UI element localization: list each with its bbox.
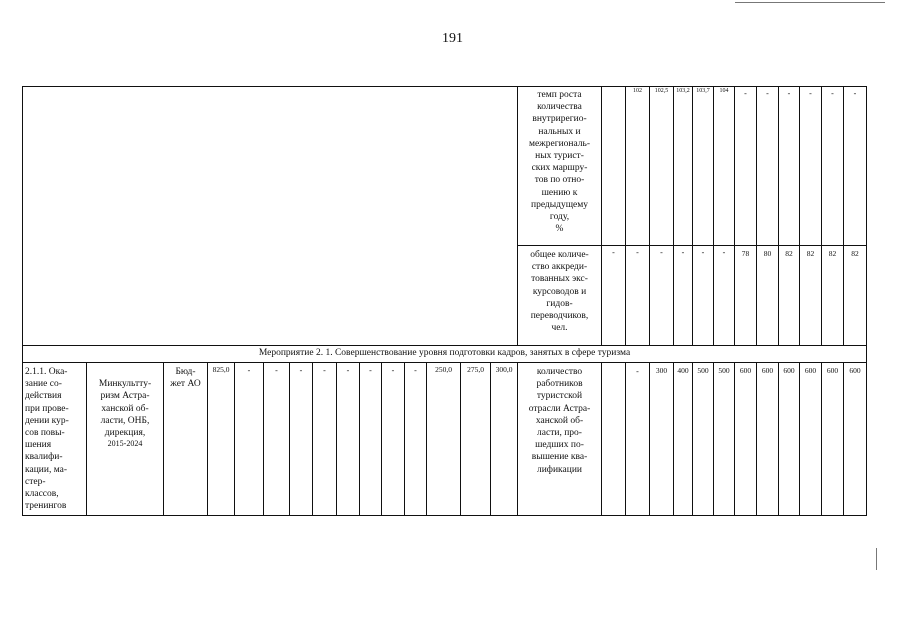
finance-cell: - (275, 366, 278, 375)
value-cell: - (722, 248, 726, 257)
column-divider (713, 86, 714, 345)
column-divider (692, 362, 693, 516)
column-divider (426, 362, 427, 516)
column-divider (381, 362, 382, 516)
indicator-guides-count: общее количе- ство аккреди- тованных экс- курсоводов и гидов- переводчиков, чел. (530, 250, 589, 334)
measure-title: Мероприятие 2. 1. Совершенствование уровня подготовки кадров, занятых в сфере туризма (258, 348, 631, 358)
column-divider (336, 362, 337, 516)
column-divider (778, 362, 779, 516)
value-cell: 82 (785, 249, 793, 258)
finance-cell: - (369, 366, 372, 375)
value-cell: - (681, 248, 685, 257)
indicator-growth-rate: темп роста количества внутрирегио- нальных и межрегиональ- ных турист- ских маршру- тов по отно- шению к предыдущему году, % (528, 90, 591, 235)
value-cell: - (612, 248, 615, 257)
column-divider (490, 362, 491, 516)
column-divider (404, 362, 405, 516)
column-divider (601, 362, 602, 516)
executor-text: Минкультту- ризм Астра- ханской об- ласти, ОНБ, дирекция, (98, 379, 152, 439)
value-cell: - (766, 89, 769, 98)
column-divider (692, 86, 693, 345)
value-cell: - (636, 367, 639, 376)
finance-cell: 825,0 (212, 365, 230, 374)
column-divider (312, 362, 313, 516)
value-cell: 400 (677, 366, 689, 375)
row-divider (22, 345, 867, 346)
column-divider (673, 362, 674, 516)
column-divider (359, 362, 360, 516)
page-number: 191 (442, 31, 463, 46)
value-cell: 600 (739, 366, 752, 375)
finance-cell: - (299, 366, 303, 375)
activity-period: 2015-2024 (107, 439, 143, 449)
column-divider (207, 362, 208, 516)
value-cell: 78 (741, 249, 750, 258)
finance-cell: - (346, 366, 350, 375)
value-cell: 82 (851, 249, 859, 258)
column-divider (843, 86, 844, 345)
column-divider (460, 362, 461, 516)
value-cell: - (831, 89, 834, 98)
finance-cell: - (414, 366, 417, 375)
value-cell: 500 (697, 366, 709, 375)
activity-name: 2.1.1. Ока- зание со- действия при прове- дении кур- сов повы- шения квалифи- кации, ма- стер- классов, тренингов (25, 367, 69, 512)
column-divider (601, 86, 602, 345)
value-cell: 80 (763, 249, 772, 258)
column-divider (734, 86, 735, 345)
column-divider (821, 86, 822, 345)
column-divider (234, 362, 235, 516)
column-divider (799, 362, 800, 516)
finance-cell: 300,0 (495, 365, 513, 374)
column-divider (821, 362, 822, 516)
value-cell: 103,7 (696, 88, 710, 94)
column-divider (649, 86, 650, 345)
column-divider (713, 362, 714, 516)
column-divider (673, 86, 674, 345)
value-cell: 82 (828, 249, 837, 258)
column-divider (734, 362, 735, 516)
value-cell: - (636, 248, 639, 257)
value-cell: 500 (718, 366, 730, 375)
scan-mark (876, 548, 877, 570)
column-divider (756, 86, 757, 345)
row-divider (22, 362, 867, 363)
value-cell: - (660, 248, 663, 257)
column-divider (649, 362, 650, 516)
column-divider (289, 362, 290, 516)
funding-source: Бюд- жет АО (170, 367, 201, 390)
value-cell: 102 (633, 88, 642, 94)
value-cell: 82 (806, 249, 815, 258)
activity-indicator: количество работников туристской отрасли Астра- ханской об- ласти, про- шедших по- вышение ква- лификации (528, 367, 591, 475)
column-divider (778, 86, 779, 345)
value-cell: 600 (849, 366, 861, 375)
value-cell: - (809, 89, 812, 98)
value-cell: 600 (826, 366, 839, 375)
value-cell: - (787, 89, 791, 98)
column-divider (625, 362, 626, 516)
column-divider (625, 86, 626, 345)
value-cell: - (744, 89, 747, 98)
value-cell: 600 (761, 366, 774, 375)
value-cell: 600 (783, 366, 795, 375)
finance-cell: 250,0 (435, 365, 452, 374)
value-cell: 104 (719, 88, 729, 94)
value-cell: 300 (655, 366, 668, 375)
column-divider (799, 86, 800, 345)
value-cell: - (853, 89, 857, 98)
value-cell: 103,2 (676, 88, 690, 94)
activity-executor (87, 366, 163, 461)
column-divider (756, 362, 757, 516)
finance-cell: - (247, 366, 251, 375)
finance-cell: - (323, 366, 326, 375)
value-cell: - (701, 248, 705, 257)
column-divider (843, 362, 844, 516)
scan-mark (735, 2, 885, 3)
finance-cell: 275,0 (467, 365, 484, 374)
finance-cell: - (391, 366, 395, 375)
value-cell: 600 (804, 366, 817, 375)
value-cell: 102,5 (654, 88, 669, 94)
column-divider (263, 362, 264, 516)
